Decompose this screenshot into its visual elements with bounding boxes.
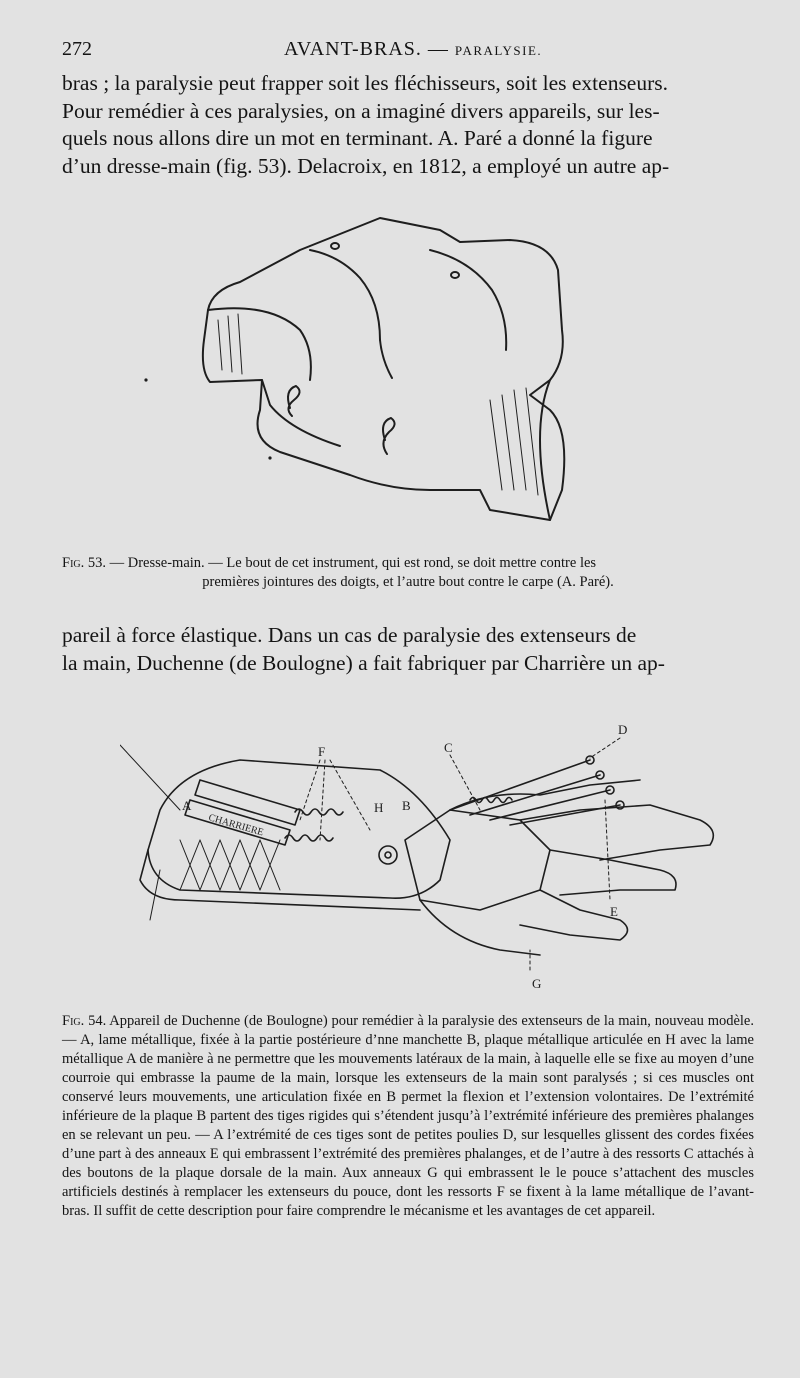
- caption-text: Appareil de Duchenne (de Boulogne) pour remédier à la paralysie des extenseurs de la main, nouveau modèle. — A, lame métallique, fixée à la partie postérieure d’nne manchette B, plaque métallique articulée en H avec la lame métallique A de manière à ne permettre que les mouvements latéraux de la main, à laquelle elle se fixe au moyen d’une courroie qui embrasse la paume de la main, lorsque les extenseurs de la main sont paralysés ; si ces muscles ont conservé leurs mouvements, une articulation fixée en B permet la flexion et l’extension volontaires. De l’extrémité inférieure de la plaque B partent des tiges rigides qui s’étendent jusqu’à l’extrémité inférieure des premières phalanges en se relevant un peu. — A l’extrémité de ces tiges sont de petites poulies D, sur lesquelles glissent des cordes fixées d’une part à des anneaux E qui embrassent l’extrémité des premières phalanges, et de l’autre à des ressorts C attachés à des boutons de la plaque dorsale de la main. Aux anneaux G qui embrassent le le pouce s’attachent des muscles artificiels destinés à remplacer les extenseurs du pouce, dont les ressorts F se fixent à la lame métallique de l’avant-bras. Il suffit de cette description pour faire comprendre le mécanisme et les avantages de cet appareil.: [62, 1013, 754, 1219]
- figure-53-label: Fig. 53.: [62, 555, 106, 571]
- text-line: pareil à force élastique. Dans un cas de paralysie des extenseurs de: [62, 623, 637, 647]
- label-E: E: [610, 904, 618, 919]
- running-head-main: AVANT-BRAS.: [284, 38, 422, 60]
- label-D: D: [618, 722, 628, 737]
- page-number: 272: [62, 38, 92, 60]
- label-A: A: [182, 798, 192, 813]
- figure-54-label: Fig. 54.: [62, 1013, 107, 1029]
- paragraph-mid: [62, 622, 754, 677]
- label-G: G: [532, 976, 542, 991]
- figure-54-caption: [62, 1012, 754, 1221]
- figure-53-caption: [62, 554, 754, 592]
- label-F: F: [318, 744, 326, 759]
- figure-54-duchenne-apparatus: [120, 700, 720, 1000]
- text-line: quels nous allons dire un mot en terminant. A. Paré a donné la figure: [62, 126, 653, 150]
- text-line: d’un dresse-main (fig. 53). Delacroix, en 1812, a employé un autre ap-: [62, 153, 670, 178]
- paragraph-top: [62, 70, 754, 180]
- running-head-sub: PARALYSIE.: [454, 43, 543, 58]
- caption-text-line2: premières jointures des doigts, et l’autre bout contre le carpe (A. Paré).: [202, 574, 614, 590]
- text-line: bras ; la paralysie peut frapper soit les fléchisseurs, soit les extenseurs.: [62, 71, 668, 95]
- page-header: [62, 38, 754, 68]
- running-head: [284, 38, 542, 61]
- text-line: la main, Duchenne (de Boulogne) a fait fabriquer par Charrière un ap-: [62, 650, 665, 675]
- label-H: H: [374, 800, 384, 815]
- duchenne-apparatus-illustration: [120, 700, 720, 1000]
- figure-53-dresse-main: [130, 190, 650, 550]
- label-C: C: [444, 740, 453, 755]
- caption-text: — Dresse-main. — Le bout de cet instrument, qui est rond, se doit mettre contre les: [106, 555, 597, 571]
- text-line: Pour remédier à ces paralysies, on a imaginé divers appareils, sur les-: [62, 98, 660, 123]
- dresse-main-illustration: [130, 190, 650, 550]
- engraving-charriere: CHARRIERE: [207, 812, 265, 839]
- label-B: B: [402, 798, 411, 813]
- running-head-separator: —: [421, 38, 455, 60]
